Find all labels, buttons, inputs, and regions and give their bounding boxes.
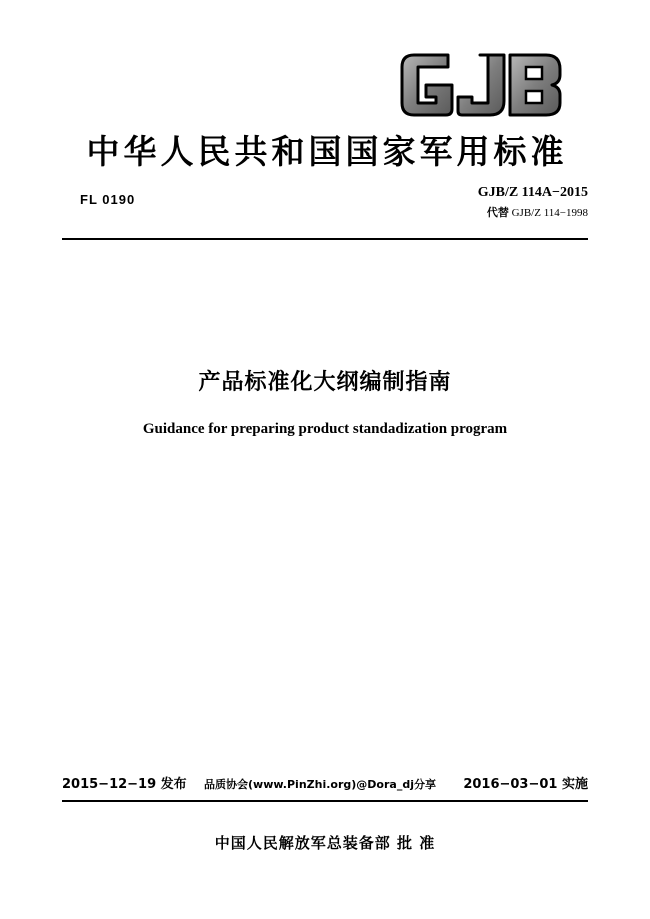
standard-number: GJB/Z 114A−2015: [477, 185, 588, 200]
share-watermark: 品质协会(www.PinZhi.org)@Dora_dj分享: [204, 778, 436, 791]
issue-date: 2015−12−19 发布: [62, 777, 187, 792]
replaces-line: [487, 204, 588, 220]
approving-authority: 中国人民解放军总装备部 批 准: [214, 834, 436, 852]
standard-type-title: 中华人民共和国国家军用标准: [86, 132, 568, 171]
replaced-standard-number: GJB/Z 114−1998: [511, 207, 588, 219]
document-title-chinese: 产品标准化大纲编制指南: [198, 370, 452, 395]
classification-code: FL 0190: [80, 192, 136, 207]
replaces-label: 代替: [486, 206, 509, 219]
document-title-english: Guidance for preparing product standadization program: [142, 421, 508, 437]
implementation-date: 2016−03−01 实施: [463, 777, 588, 792]
footer-divider: [62, 800, 588, 802]
header-divider: [62, 238, 588, 240]
gjb-logo: [396, 49, 566, 121]
